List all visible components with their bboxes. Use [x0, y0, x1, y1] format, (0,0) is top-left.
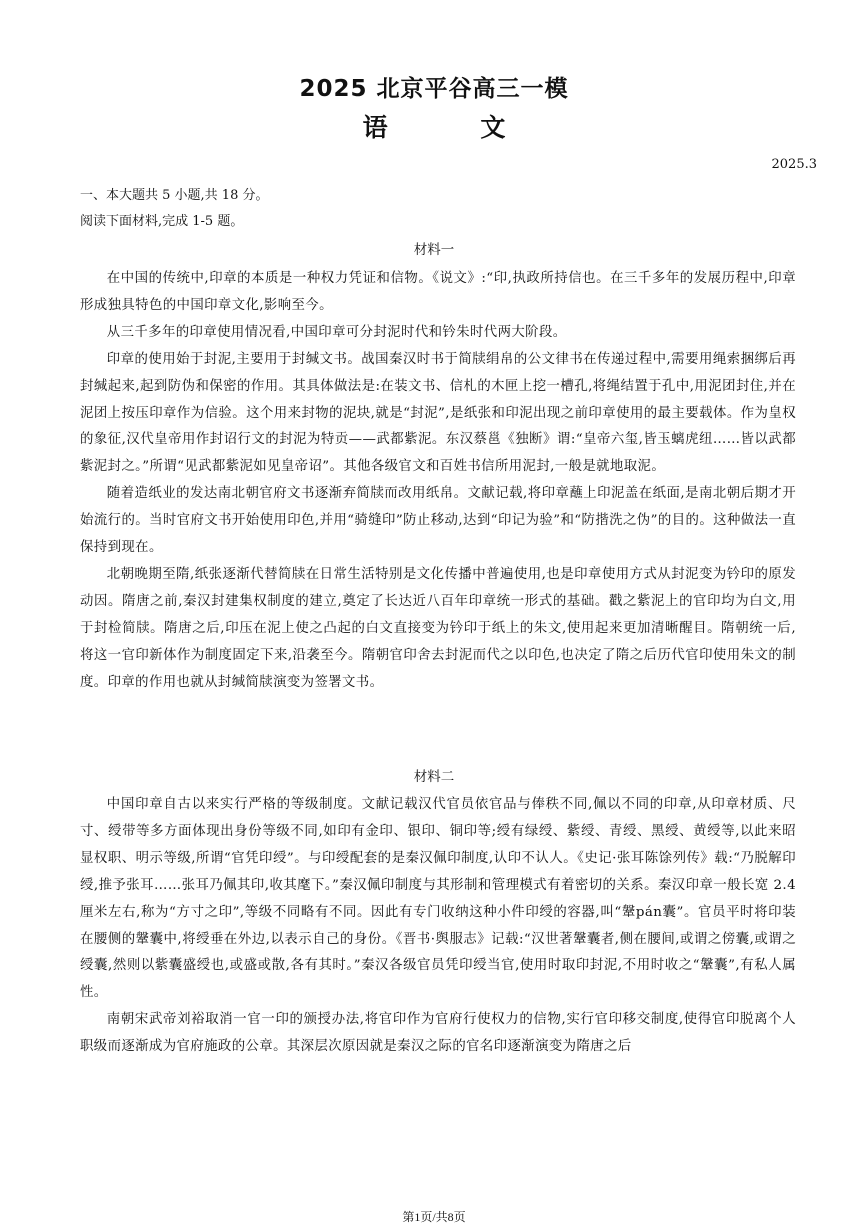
material-1-body	[80, 266, 796, 697]
material-2-heading: 材料二	[413, 769, 455, 785]
paragraph: 中国印章自古以来实行严格的等级制度。文献记载汉代官员依官品与俸秩不同,佩以不同的印章,从印章材质、尺寸、绶带等多方面体现出身份等级不同,如印有金印、银印、铜印等;绶有绿绶、紫绶、青绶、黑绶、黄绶等,以此来昭显权职、明示等级,所谓“官凭印绶”。与印绶配套的是秦汉佩印制度,认印不认人。《史记·张耳陈馀列传》载:“乃脱解印绶,推予张耳……张耳乃佩其印,收其麾下。”秦汉佩印制度与其形制和管理模式有着密切的关系。秦汉印章一般长宽 2.4 厘米左右,称为“方寸之印”,等级不同略有不同。因此有专门收纳这种小件印绶的容器,叫“鞶pán囊”。官员平时将印装在腰侧的鞶囊中,将绶垂在外边,以表示自己的身份。《晋书·舆服志》记载:“汉世著鞶囊者,侧在腰间,或谓之傍囊,或谓之绶囊,然则以紫囊盛绶也,或盛或散,各有其时。”秦汉各级官员凭印绶当官,使用时取印封泥,不用时收之“鞶囊”,有私人属性。	[80, 797, 796, 1001]
material-1-heading: 材料一	[413, 242, 455, 258]
exam-date: 2025.3	[771, 157, 817, 172]
paragraph: 北朝晚期至隋,纸张逐渐代替简牍在日常生活特别是文化传播中普遍使用,也是印章使用方式从封泥变为钤印的原发动因。隋唐之前,秦汉封建集权制度的建立,奠定了长达近八百年印章统一形式的基础。戳之紫泥上的官印均为白文,用于封检简牍。隋唐之后,印压在泥上使之凸起的白文直接变为钤印于纸上的朱文,使用起来更加清晰醒目。隋朝统一后,将这一官印新体作为制度固定下来,沿袭至今。隋朝官印舍去封泥而代之以印色,也决定了隋之后历代官印使用朱文的制度。印章的作用也就从封缄简牍演变为签署文书。	[80, 566, 796, 690]
page-number: 第1页/共8页	[402, 1210, 466, 1224]
paragraph: 从三千多年的印章使用情况看,中国印章可分封泥时代和钤朱时代两大阶段。	[106, 324, 567, 340]
paragraph: 印章的使用始于封泥,主要用于封缄文书。战国秦汉时书于简牍绢帛的公文律书在传递过程中,需要用绳索捆绑后再封缄起来,起到防伪和保密的作用。其具体做法是:在装文书、信札的木匣上挖一槽孔,将绳结置于孔中,用泥团封住,并在泥团上按压印章作为信验。这个用来封物的泥块,就是“封泥”,是纸张和印泥出现之前印章使用的最主要载体。作为皇权的象征,汉代皇帝用作封诏行文的封泥为特贡——武都紫泥。东汉蔡邕《独断》谓:“皇帝六玺,皆玉螭虎纽……皆以武都紫泥封之。”所谓“见武都紫泥如见皇帝诏”。其他各级官文和百姓书信所用泥封,一般是就地取泥。	[80, 351, 796, 475]
paragraph: 在中国的传统中,印章的本质是一种权力凭证和信物。《说文》:“印,执政所持信也。在三千多年的发展历程中,印章形成独具特色的中国印章文化,影响至今。	[80, 271, 796, 313]
paragraph: 南朝宋武帝刘裕取消一官一印的颁授办法,将官印作为官府行使权力的信物,实行官印移交制度,使得官印脱离个人职级而逐渐成为官府施政的公章。其深层次原因就是秦汉之际的官名印逐渐演变为隋唐之后	[80, 1012, 796, 1055]
material-2-body	[80, 792, 796, 1061]
paragraph: 随着造纸业的发达南北朝官府文书逐渐弃简牍而改用纸帛。文献记载,将印章蘸上印泥盖在纸面,是南北朝后期才开始流行的。当时官府文书开始使用印色,并用“骑缝印”防止移动,达到“印记为验”和“防揩洗之伪”的目的。这种做法一直保持到现在。	[80, 486, 796, 556]
exam-title: 2025 北京平谷高三一模	[299, 76, 569, 102]
section-instruction: 一、本大题共 5 小题,共 18 分。	[80, 188, 269, 203]
reading-instruction: 阅读下面材料,完成 1-5 题。	[80, 214, 244, 229]
subject-title: 语 文	[362, 113, 548, 142]
